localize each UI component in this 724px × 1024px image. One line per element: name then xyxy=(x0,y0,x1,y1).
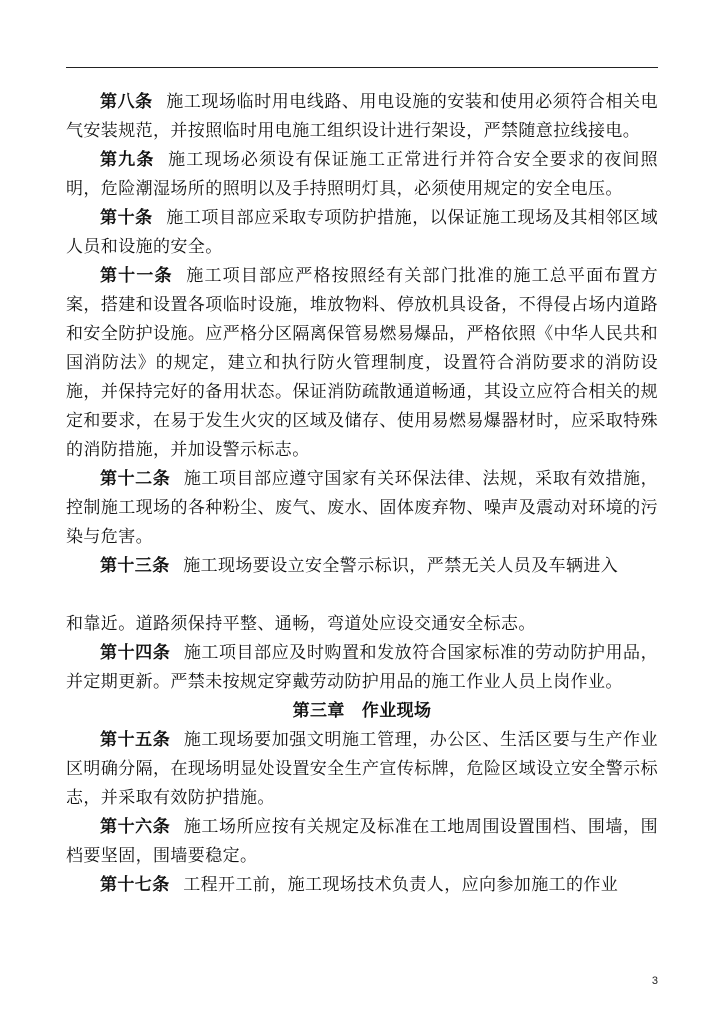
article-13-continuation: 和靠近。道路须保持平整、通畅，弯道处应设交通安全标志。 xyxy=(66,614,536,634)
article-10 xyxy=(66,204,658,262)
article-number: 第十五条 xyxy=(100,730,171,750)
article-text: 施工项目部应及时购置和发放符合国家标准的劳动防护用品，并定期更新。严禁未按规定穿戴劳动防护用品的施工作业人员上岗作业。 xyxy=(66,643,658,692)
article-16 xyxy=(66,813,658,871)
article-9 xyxy=(66,146,658,204)
header-rule xyxy=(66,67,658,68)
article-number: 第十三条 xyxy=(100,556,170,576)
chapter-heading xyxy=(66,697,658,726)
article-number: 第十四条 xyxy=(100,643,171,663)
article-text: 施工现场必须设有保证施工正常进行并符合安全要求的夜间照明，危险潮湿场所的照明以及手持照明灯具，必须使用规定的安全电压。 xyxy=(66,150,658,199)
article-17 xyxy=(66,871,658,900)
page-number: 3 xyxy=(651,975,658,987)
article-number: 第八条 xyxy=(100,92,153,112)
article-text: 施工现场临时用电线路、用电设施的安装和使用必须符合相关电气安装规范，并按照临时用电施工组织设计进行架设，严禁随意拉线接电。 xyxy=(66,92,658,141)
article-number: 第十一条 xyxy=(100,266,173,286)
article-text: 施工项目部应遵守国家有关环保法律、法规，采取有效措施，控制施工现场的各种粉尘、废气、废水、固体废弃物、噪声及震动对环境的污染与危害。 xyxy=(66,469,658,547)
chapter-label: 第三章 xyxy=(292,701,345,721)
article-number: 第十条 xyxy=(100,208,153,228)
article-13 xyxy=(66,552,658,581)
article-text: 施工场所应按有关规定及标准在工地周围设置围档、围墙，围档要坚固，围墙要稳定。 xyxy=(66,817,658,866)
article-text: 施工现场要设立安全警示标识，严禁无关人员及车辆进入 xyxy=(183,556,619,576)
article-number: 第九条 xyxy=(100,150,155,170)
article-text: 施工项目部应采取专项防护措施，以保证施工现场及其相邻区域人员和设施的安全。 xyxy=(66,208,658,257)
article-8 xyxy=(66,88,658,146)
article-text: 施工现场要加强文明施工管理，办公区、生活区要与生产作业区明确分隔，在现场明显处设置安全生产宣传标牌，危险区域设立安全警示标志，并采取有效防护措施。 xyxy=(66,730,658,808)
chapter-title: 作业现场 xyxy=(361,701,432,721)
article-14 xyxy=(66,639,658,697)
article-number: 第十七条 xyxy=(100,875,170,895)
article-text: 施工项目部应严格按照经有关部门批准的施工总平面布置方案，搭建和设置各项临时设施，堆放物料、停放机具设备，不得侵占场内道路和安全防护设施。应严格分区隔离保管易燃易爆品，严格依照《中华人民共和国消防法》的规定，建立和执行防火管理制度，设置符合消防要求的消防设施，并保持完好的备用状态。保证消防疏散通道畅通，其设立应符合相关的规定和要求，在易于发生火灾的区域及储存、使用易燃易爆器材时，应采取特殊的消防措施，并加设警示标志。 xyxy=(66,266,658,460)
article-11 xyxy=(66,262,658,465)
article-12 xyxy=(66,465,658,552)
article-number: 第十六条 xyxy=(100,817,171,837)
article-15 xyxy=(66,726,658,813)
article-number: 第十二条 xyxy=(100,469,171,489)
article-text: 工程开工前，施工现场技术负责人，应向参加施工的作业 xyxy=(183,875,619,895)
document-body xyxy=(66,88,658,900)
